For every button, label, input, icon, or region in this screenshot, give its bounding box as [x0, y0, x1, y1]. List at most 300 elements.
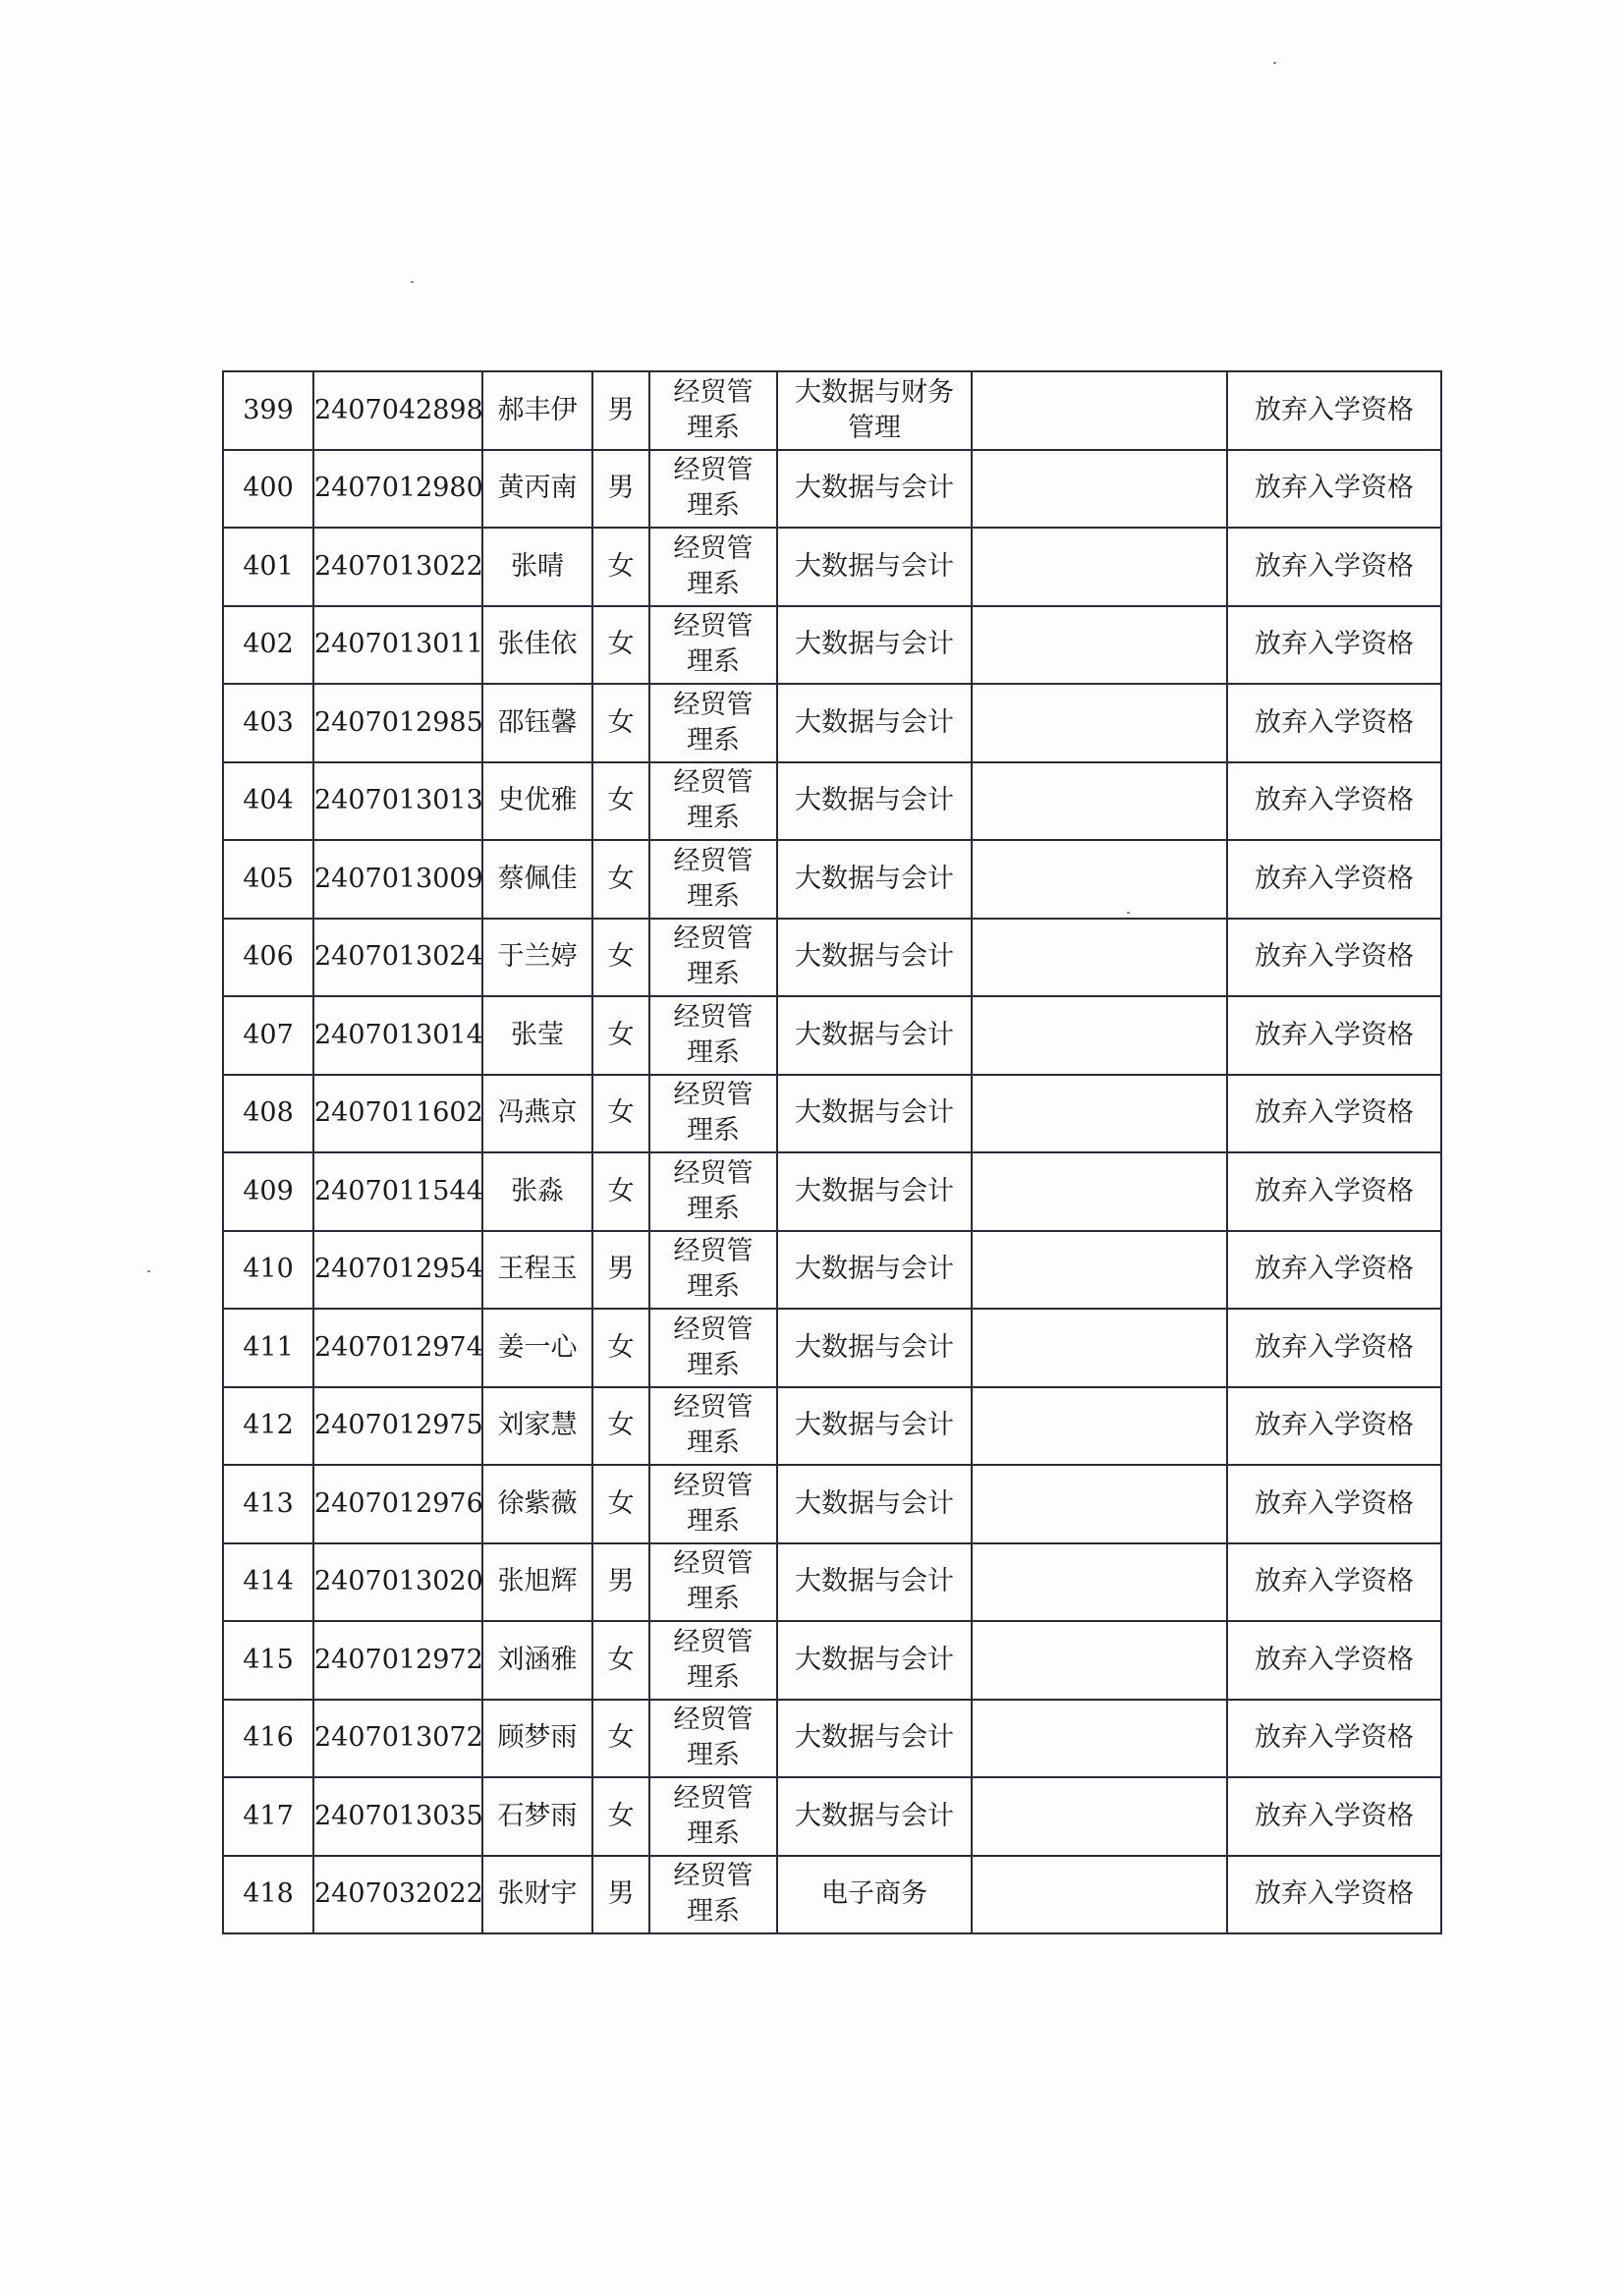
student-id [313, 1387, 482, 1466]
cell-text-name: 顾梦雨 [497, 1722, 578, 1754]
row-number [223, 1075, 313, 1153]
enrollment-status [1227, 1387, 1441, 1466]
department [649, 1465, 777, 1543]
student-id [313, 1465, 482, 1543]
table-row [223, 919, 1441, 997]
major [777, 450, 972, 529]
remark-cell [972, 919, 1227, 997]
major-line-1: 大数据与会计 [795, 550, 954, 582]
department-line-2: 理系 [687, 1661, 740, 1693]
department [649, 1543, 777, 1622]
cell-text-id: 2407013022 [314, 550, 483, 582]
cell-text-gender: 男 [607, 1254, 635, 1285]
major-line-1: 大数据与会计 [795, 1644, 954, 1675]
row-number [223, 1543, 313, 1622]
student-gender [592, 1621, 649, 1700]
cell-text-gender: 女 [607, 550, 635, 582]
cell-text-name: 于兰婷 [497, 941, 578, 973]
major [777, 1700, 972, 1778]
major [777, 1309, 972, 1387]
table-row [223, 1231, 1441, 1310]
cell-text-no: 416 [243, 1722, 294, 1754]
cell-text-name: 蔡佩佳 [497, 863, 578, 894]
cell-text-gender: 女 [607, 1800, 635, 1831]
cell-text-no: 408 [243, 1097, 294, 1129]
remark-cell [972, 1700, 1227, 1778]
table-row [223, 1387, 1441, 1466]
student-name [482, 1387, 592, 1466]
cell-text-name: 张佳依 [497, 629, 578, 660]
cell-text-no: 406 [243, 941, 294, 973]
department-line-2: 理系 [687, 1349, 740, 1380]
table-row [223, 684, 1441, 762]
table-row [223, 1621, 1441, 1700]
cell-text-status: 放弃入学资格 [1255, 1331, 1414, 1363]
student-gender [592, 1777, 649, 1856]
table-row [223, 1700, 1441, 1778]
student-id [313, 606, 482, 685]
roster-body [223, 371, 1441, 1933]
cell-text-gender: 女 [607, 1487, 635, 1519]
row-number [223, 1856, 313, 1934]
enrollment-status [1227, 919, 1441, 997]
department [649, 1700, 777, 1778]
cell-text-name: 姜一心 [497, 1331, 578, 1363]
department-line-2: 理系 [687, 490, 740, 522]
major [777, 1777, 972, 1856]
cell-text-status: 放弃入学资格 [1255, 1019, 1414, 1050]
major-line-1: 大数据与会计 [795, 941, 954, 973]
cell-text-name: 张财宇 [497, 1878, 578, 1910]
student-gender [592, 1465, 649, 1543]
cell-text-id: 2407012975 [314, 1410, 483, 1441]
table-row [223, 1152, 1441, 1231]
cell-text-gender: 男 [607, 1566, 635, 1597]
department-line-2: 理系 [687, 1427, 740, 1459]
major [777, 1152, 972, 1231]
department [649, 1387, 777, 1466]
cell-text-no: 400 [243, 473, 294, 504]
enrollment-status [1227, 1309, 1441, 1387]
department [649, 371, 777, 450]
cell-text-status: 放弃入学资格 [1255, 629, 1414, 660]
student-gender [592, 1309, 649, 1387]
cell-text-id: 2407013072 [314, 1722, 483, 1754]
major [777, 1621, 972, 1700]
cell-text-name: 张旭辉 [497, 1566, 578, 1597]
cell-text-name: 冯燕京 [497, 1097, 578, 1129]
remark-cell [972, 1543, 1227, 1622]
cell-text-name: 史优雅 [497, 785, 578, 816]
table-row [223, 762, 1441, 841]
table-row [223, 1075, 1441, 1153]
student-gender [592, 1700, 649, 1778]
major-line-1: 大数据与会计 [795, 473, 954, 504]
cell-text-no: 409 [243, 1175, 294, 1206]
row-number [223, 996, 313, 1075]
department-line-1: 经贸管 [673, 689, 754, 720]
cell-text-status: 放弃入学资格 [1255, 1097, 1414, 1129]
department [649, 606, 777, 685]
row-number [223, 1231, 313, 1310]
cell-text-no: 404 [243, 785, 294, 816]
student-gender [592, 606, 649, 685]
cell-text-name: 张晴 [511, 550, 564, 582]
cell-text-status: 放弃入学资格 [1255, 785, 1414, 816]
cell-text-name: 刘家慧 [497, 1410, 578, 1441]
enrollment-status [1227, 1700, 1441, 1778]
table-row [223, 1543, 1441, 1622]
remark-cell [972, 996, 1227, 1075]
student-name [482, 450, 592, 529]
major [777, 1231, 972, 1310]
student-id [313, 1856, 482, 1934]
student-id [313, 1621, 482, 1700]
remark-cell [972, 1856, 1227, 1934]
major-line-1: 大数据与会计 [795, 1566, 954, 1597]
student-name [482, 528, 592, 606]
row-number [223, 1309, 313, 1387]
department-line-1: 经贸管 [673, 1782, 754, 1814]
row-number [223, 1387, 313, 1466]
student-id [313, 371, 482, 450]
table-row [223, 1856, 1441, 1934]
table-row [223, 450, 1441, 529]
department [649, 528, 777, 606]
cell-text-name: 黄丙南 [497, 473, 578, 504]
enrollment-status [1227, 1543, 1441, 1622]
major [777, 606, 972, 685]
row-number [223, 684, 313, 762]
table-row [223, 840, 1441, 919]
cell-text-gender: 女 [607, 1410, 635, 1441]
remark-cell [972, 1075, 1227, 1153]
student-gender [592, 684, 649, 762]
cell-text-id: 2407013024 [314, 941, 483, 973]
student-gender [592, 1075, 649, 1153]
cell-text-name: 刘涵雅 [497, 1644, 578, 1675]
table-row [223, 1777, 1441, 1856]
student-id [313, 1309, 482, 1387]
enrollment-status [1227, 840, 1441, 919]
major [777, 762, 972, 841]
student-id [313, 762, 482, 841]
department [649, 1777, 777, 1856]
student-name [482, 762, 592, 841]
enrollment-status [1227, 996, 1441, 1075]
cell-text-status: 放弃入学资格 [1255, 1175, 1414, 1206]
major [777, 1856, 972, 1934]
remark-cell [972, 606, 1227, 685]
enrollment-status [1227, 684, 1441, 762]
row-number [223, 606, 313, 685]
department-line-1: 经贸管 [673, 376, 754, 408]
student-name [482, 606, 592, 685]
major-line-1: 大数据与会计 [795, 1800, 954, 1831]
major-line-1: 大数据与财务 [795, 376, 954, 408]
major-line-1: 大数据与会计 [795, 629, 954, 660]
cell-text-name: 王程玉 [497, 1254, 578, 1285]
student-name [482, 1231, 592, 1310]
major [777, 684, 972, 762]
enrollment-status [1227, 1621, 1441, 1700]
cell-text-name: 张莹 [511, 1019, 564, 1050]
cell-text-no: 410 [243, 1254, 294, 1285]
student-gender [592, 528, 649, 606]
table-row [223, 1309, 1441, 1387]
major-line-1: 电子商务 [821, 1878, 927, 1910]
cell-text-id: 2407012976 [314, 1487, 483, 1519]
cell-text-status: 放弃入学资格 [1255, 863, 1414, 894]
enrollment-status [1227, 1231, 1441, 1310]
department-line-1: 经贸管 [673, 1157, 754, 1189]
student-id [313, 1231, 482, 1310]
cell-text-id: 2407013009 [314, 863, 483, 894]
cell-text-name: 张淼 [511, 1175, 564, 1206]
remark-cell [972, 840, 1227, 919]
cell-text-gender: 女 [607, 863, 635, 894]
cell-text-no: 402 [243, 629, 294, 660]
student-gender [592, 996, 649, 1075]
remark-cell [972, 371, 1227, 450]
student-name [482, 1543, 592, 1622]
student-gender [592, 371, 649, 450]
cell-text-gender: 女 [607, 785, 635, 816]
remark-cell [972, 528, 1227, 606]
scan-speck [147, 1270, 150, 1272]
cell-text-status: 放弃入学资格 [1255, 941, 1414, 973]
major-line-2: 管理 [848, 412, 901, 443]
department-line-2: 理系 [687, 1896, 740, 1928]
table-row [223, 996, 1441, 1075]
cell-text-id: 2407013013 [314, 785, 483, 816]
major [777, 840, 972, 919]
cell-text-status: 放弃入学资格 [1255, 1566, 1414, 1597]
student-name [482, 1856, 592, 1934]
major-line-1: 大数据与会计 [795, 1175, 954, 1206]
student-gender [592, 762, 649, 841]
cell-text-status: 放弃入学资格 [1255, 1644, 1414, 1675]
department-line-2: 理系 [687, 646, 740, 678]
cell-text-status: 放弃入学资格 [1255, 1487, 1414, 1519]
remark-cell [972, 762, 1227, 841]
cell-text-name: 徐紫薇 [497, 1487, 578, 1519]
student-gender [592, 1543, 649, 1622]
department-line-2: 理系 [687, 1115, 740, 1147]
student-id [313, 1777, 482, 1856]
cell-text-no: 411 [243, 1331, 294, 1363]
cell-text-status: 放弃入学资格 [1255, 1254, 1414, 1285]
cell-text-id: 2407012985 [314, 706, 483, 738]
remark-cell [972, 450, 1227, 529]
row-number [223, 1700, 313, 1778]
cell-text-status: 放弃入学资格 [1255, 706, 1414, 738]
student-gender [592, 840, 649, 919]
cell-text-gender: 女 [607, 1722, 635, 1754]
scan-speck [411, 281, 414, 283]
cell-text-gender: 女 [607, 706, 635, 738]
enrollment-status [1227, 606, 1441, 685]
department-line-1: 经贸管 [673, 924, 754, 955]
cell-text-id: 2407013020 [314, 1566, 483, 1597]
student-id [313, 684, 482, 762]
student-id [313, 1075, 482, 1153]
student-gender [592, 1152, 649, 1231]
student-name [482, 1621, 592, 1700]
department-line-2: 理系 [687, 1036, 740, 1068]
cell-text-id: 2407032022 [314, 1878, 483, 1910]
major [777, 919, 972, 997]
row-number [223, 450, 313, 529]
major-line-1: 大数据与会计 [795, 785, 954, 816]
cell-text-no: 412 [243, 1410, 294, 1441]
cell-text-name: 邵钰馨 [497, 706, 578, 738]
department [649, 684, 777, 762]
student-name [482, 1777, 592, 1856]
major [777, 371, 972, 450]
cell-text-id: 2407011544 [314, 1175, 483, 1206]
cell-text-status: 放弃入学资格 [1255, 1800, 1414, 1831]
cell-text-no: 401 [243, 550, 294, 582]
row-number [223, 1465, 313, 1543]
cell-text-id: 2407042898 [314, 394, 483, 425]
table-row [223, 528, 1441, 606]
department [649, 919, 777, 997]
department-line-1: 经贸管 [673, 1314, 754, 1345]
department [649, 1075, 777, 1153]
enrollment-status [1227, 1152, 1441, 1231]
department [649, 1152, 777, 1231]
student-id [313, 840, 482, 919]
enrollment-status [1227, 450, 1441, 529]
enrollment-status [1227, 1075, 1441, 1153]
cell-text-gender: 女 [607, 1175, 635, 1206]
cell-text-no: 403 [243, 706, 294, 738]
major-line-1: 大数据与会计 [795, 1097, 954, 1129]
enrollment-status [1227, 1777, 1441, 1856]
department-line-1: 经贸管 [673, 1548, 754, 1580]
department [649, 1309, 777, 1387]
cell-text-gender: 女 [607, 1331, 635, 1363]
remark-cell [972, 684, 1227, 762]
department-line-1: 经贸管 [673, 1080, 754, 1111]
scan-speck [1273, 62, 1276, 64]
student-gender [592, 1856, 649, 1934]
department-line-1: 经贸管 [673, 1392, 754, 1424]
department-line-2: 理系 [687, 1271, 740, 1303]
cell-text-status: 放弃入学资格 [1255, 394, 1414, 425]
enrollment-status [1227, 762, 1441, 841]
department-line-1: 经贸管 [673, 767, 754, 799]
department-line-2: 理系 [687, 412, 740, 443]
student-gender [592, 919, 649, 997]
cell-text-no: 405 [243, 863, 294, 894]
cell-text-gender: 男 [607, 1878, 635, 1910]
major-line-1: 大数据与会计 [795, 706, 954, 738]
department-line-1: 经贸管 [673, 1626, 754, 1657]
department-line-1: 经贸管 [673, 611, 754, 643]
cell-text-no: 413 [243, 1487, 294, 1519]
remark-cell [972, 1309, 1227, 1387]
remark-cell [972, 1777, 1227, 1856]
major [777, 1465, 972, 1543]
cell-text-gender: 男 [607, 394, 635, 425]
enrollment-status [1227, 1856, 1441, 1934]
cell-text-status: 放弃入学资格 [1255, 1410, 1414, 1441]
student-name [482, 996, 592, 1075]
department-line-2: 理系 [687, 1818, 740, 1849]
cell-text-id: 2407013035 [314, 1800, 483, 1831]
department-line-2: 理系 [687, 1740, 740, 1771]
cell-text-id: 2407013014 [314, 1019, 483, 1050]
department-line-1: 经贸管 [673, 1236, 754, 1267]
cell-text-gender: 女 [607, 1644, 635, 1675]
cell-text-gender: 女 [607, 1019, 635, 1050]
enrollment-status [1227, 371, 1441, 450]
department-line-1: 经贸管 [673, 1705, 754, 1736]
major [777, 528, 972, 606]
department-line-2: 理系 [687, 1193, 740, 1224]
department-line-1: 经贸管 [673, 845, 754, 876]
department [649, 996, 777, 1075]
cell-text-status: 放弃入学资格 [1255, 550, 1414, 582]
student-gender [592, 1387, 649, 1466]
enrollment-status [1227, 528, 1441, 606]
major-line-1: 大数据与会计 [795, 1722, 954, 1754]
row-number [223, 762, 313, 841]
department-line-2: 理系 [687, 803, 740, 834]
remark-cell [972, 1152, 1227, 1231]
row-number [223, 919, 313, 997]
department [649, 450, 777, 529]
student-roster-table [222, 370, 1442, 1934]
student-name [482, 840, 592, 919]
department-line-1: 经贸管 [673, 1001, 754, 1033]
department-line-2: 理系 [687, 1505, 740, 1537]
remark-cell [972, 1231, 1227, 1310]
row-number [223, 1621, 313, 1700]
cell-text-id: 2407012954 [314, 1254, 483, 1285]
cell-text-status: 放弃入学资格 [1255, 1722, 1414, 1754]
cell-text-gender: 女 [607, 1097, 635, 1129]
department [649, 1621, 777, 1700]
row-number [223, 1152, 313, 1231]
department [649, 1231, 777, 1310]
cell-text-id: 2407012974 [314, 1331, 483, 1363]
student-name [482, 1075, 592, 1153]
major-line-1: 大数据与会计 [795, 1254, 954, 1285]
student-id [313, 1543, 482, 1622]
enrollment-status [1227, 1465, 1441, 1543]
student-name [482, 371, 592, 450]
cell-text-id: 2407013011 [314, 629, 483, 660]
remark-cell [972, 1387, 1227, 1466]
cell-text-no: 399 [243, 394, 294, 425]
major-line-1: 大数据与会计 [795, 1410, 954, 1441]
department-line-2: 理系 [687, 959, 740, 990]
major [777, 1387, 972, 1466]
department-line-2: 理系 [687, 1584, 740, 1615]
cell-text-no: 418 [243, 1878, 294, 1910]
table-row [223, 1465, 1441, 1543]
remark-cell [972, 1621, 1227, 1700]
department-line-1: 经贸管 [673, 1470, 754, 1501]
table-row [223, 606, 1441, 685]
student-id [313, 919, 482, 997]
student-id [313, 528, 482, 606]
student-gender [592, 1231, 649, 1310]
department-line-2: 理系 [687, 724, 740, 756]
